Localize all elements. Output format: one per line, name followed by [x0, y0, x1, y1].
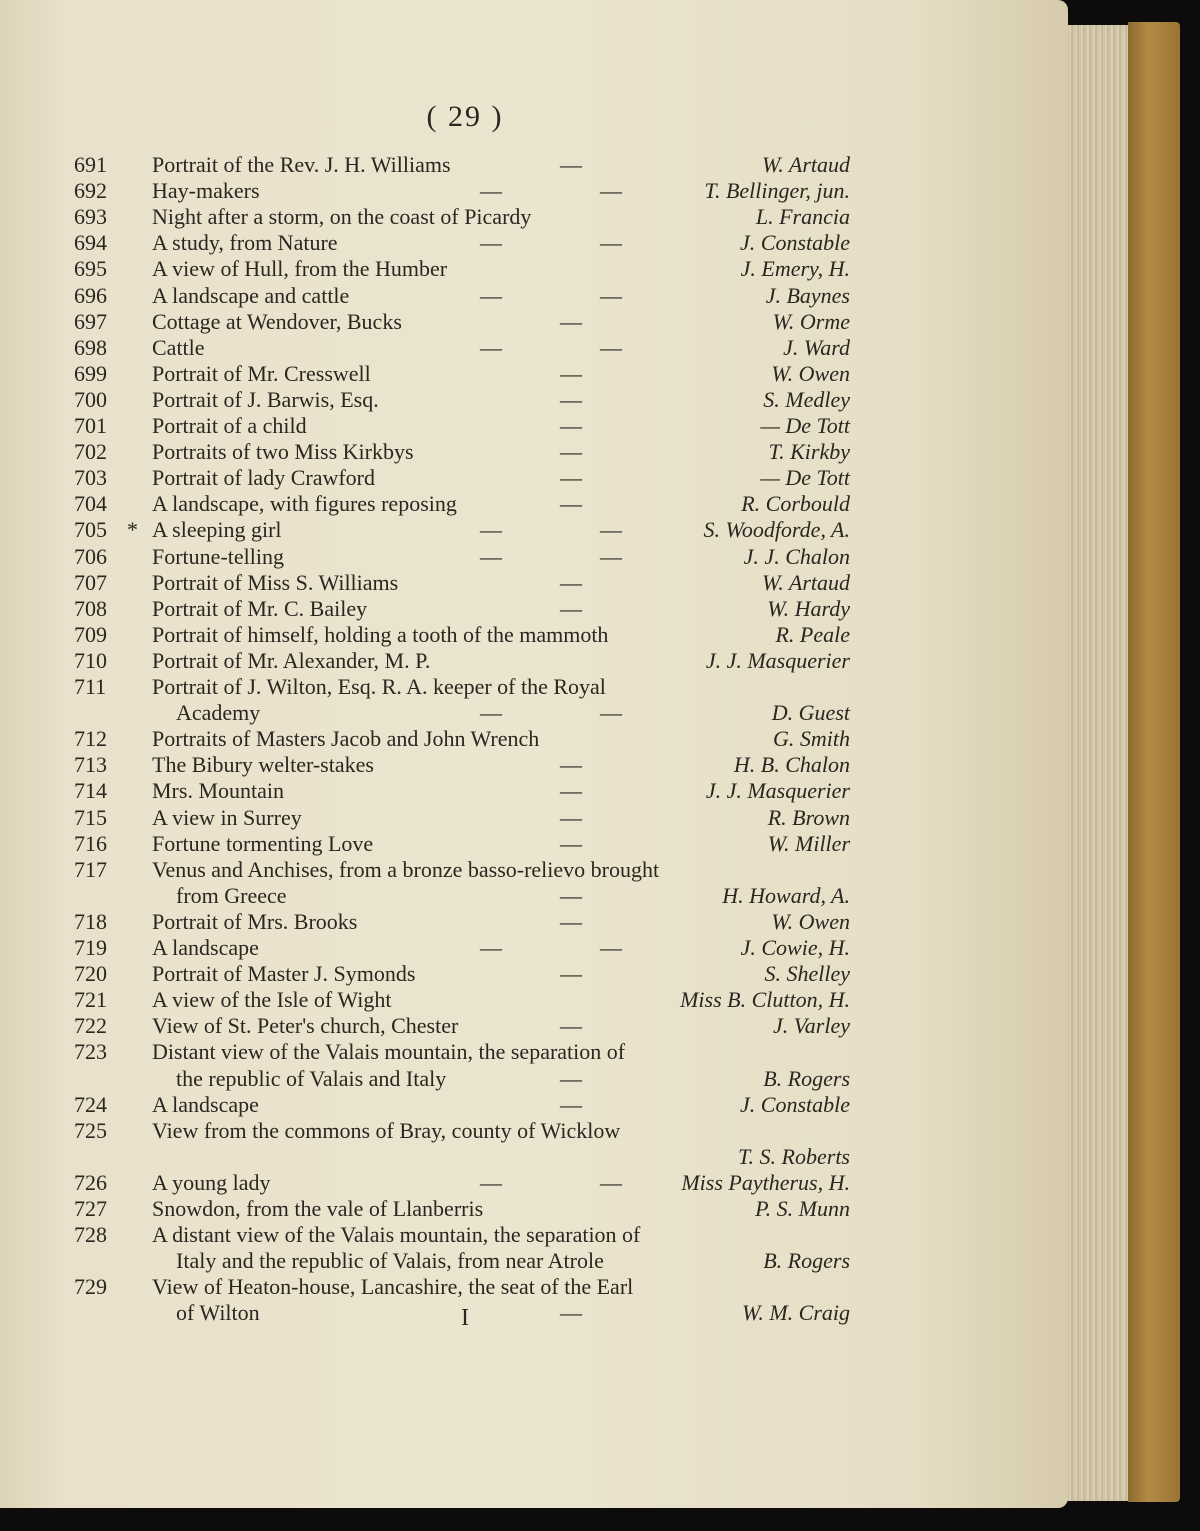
separator-dash: — — [480, 178, 502, 204]
entry-title: Fortune tormenting Love — [152, 830, 374, 856]
catalogue-entry — [0, 204, 1040, 232]
catalogue-entry — [0, 517, 1040, 545]
catalogue-entry — [0, 230, 1040, 258]
entry-artist: R. Peale — [775, 621, 850, 647]
entry-number: 709 — [74, 621, 107, 647]
entry-title: A young lady — [152, 1169, 271, 1195]
entry-number: 703 — [74, 465, 107, 491]
catalogue-entry-continuation — [0, 1300, 1040, 1328]
separator-dash: — — [560, 413, 582, 438]
entry-artist: Miss B. Clutton, H. — [680, 987, 850, 1013]
page-number: ( 29 ) — [426, 100, 504, 133]
entry-title: A view in Surrey — [152, 804, 302, 830]
entry-title: Portrait of Mr. Alexander, M. P. — [152, 647, 431, 673]
entry-title: Portrait of Mr. Cresswell — [152, 360, 371, 386]
entry-artist: W. Owen — [771, 360, 850, 386]
entry-title: Mrs. Mountain — [152, 778, 284, 804]
catalogue-entry — [0, 909, 1040, 937]
entry-title: A landscape and cattle — [152, 282, 350, 308]
catalogue-entry — [0, 596, 1040, 624]
catalogue-entry-continuation — [0, 883, 1040, 911]
entry-number: 700 — [74, 386, 107, 412]
entry-title: A study, from Nature — [152, 230, 338, 256]
entry-artist: J. Cowie, H. — [740, 935, 850, 960]
separator-dash: — — [480, 935, 502, 960]
entry-title: Hay-makers — [152, 178, 260, 204]
entry-artist: R. Corbould — [741, 491, 850, 517]
entry-number: 718 — [74, 908, 107, 934]
entry-title: Portraits of two Miss Kirkbys — [152, 439, 414, 465]
separator-dash: — — [560, 961, 582, 987]
entry-title: The Bibury welter-stakes — [152, 752, 374, 778]
catalogue-entry — [0, 361, 1040, 389]
entry-number: 720 — [74, 961, 107, 987]
entry-title: Portrait of the Rev. J. H. Williams — [152, 152, 451, 177]
separator-dash: — — [600, 517, 622, 543]
separator-dash: — — [560, 152, 582, 177]
catalogue-entry — [0, 439, 1040, 467]
catalogue-entry — [0, 1222, 1040, 1250]
entry-number: 696 — [74, 282, 107, 308]
entry-artist: W. Orme — [772, 308, 850, 334]
separator-dash: — — [600, 178, 622, 204]
catalogue-entry — [0, 1039, 1040, 1067]
entry-number: 719 — [74, 935, 107, 960]
separator-dash: — — [480, 1169, 502, 1195]
catalogue-entry — [0, 805, 1040, 833]
separator-dash: — — [480, 517, 502, 543]
catalogue-entry — [0, 987, 1040, 1015]
entry-title-continued: the republic of Valais and Italy — [176, 1065, 447, 1091]
entry-title: Cottage at Wendover, Bucks — [152, 308, 402, 334]
entry-artist: W. Artaud — [761, 152, 850, 177]
asterisk-mark: * — [127, 517, 138, 543]
entry-number: 699 — [74, 360, 107, 386]
entry-number: 695 — [74, 256, 107, 282]
book-cover — [1128, 22, 1180, 1502]
entry-number: 728 — [74, 1222, 107, 1248]
separator-dash: — — [600, 700, 622, 726]
catalogue-entry — [0, 309, 1040, 337]
entry-artist: W. Hardy — [767, 595, 850, 621]
entry-artist: D. Guest — [771, 700, 850, 726]
separator-dash: — — [560, 386, 582, 412]
entry-number: 704 — [74, 491, 107, 517]
catalogue-entry — [0, 387, 1040, 415]
entry-artist: J. Varley — [773, 1013, 850, 1039]
catalogue-entry — [0, 622, 1040, 650]
entry-title: Portrait of Mr. C. Bailey — [152, 595, 368, 621]
catalogue-entry — [0, 752, 1040, 780]
entry-title: A view of the Isle of Wight — [152, 987, 392, 1013]
entry-artist: J. J. Masquerier — [705, 647, 850, 673]
catalogue-entry-continuation — [0, 1248, 1040, 1276]
separator-dash: — — [480, 543, 502, 569]
entry-artist: T. S. Roberts — [737, 1143, 850, 1169]
entry-number: 724 — [74, 1091, 107, 1117]
separator-dash: — — [560, 1013, 582, 1039]
entry-title: Portrait of a child — [152, 413, 307, 438]
separator-dash: — — [600, 543, 622, 569]
entry-number: 711 — [74, 674, 107, 699]
entry-artist: S. Woodforde, A. — [703, 517, 850, 543]
separator-dash: — — [560, 1091, 582, 1117]
catalogue-entry-continuation — [0, 1066, 1040, 1094]
entry-title: A landscape — [152, 935, 259, 960]
entry-artist: J. J. Chalon — [743, 543, 850, 569]
entry-title: View of St. Peter's church, Chester — [152, 1013, 459, 1039]
catalogue-entry — [0, 1170, 1040, 1198]
entry-number: 698 — [74, 334, 107, 360]
entry-number: 692 — [74, 178, 107, 204]
entry-title: Portrait of J. Barwis, Esq. — [152, 386, 379, 412]
catalogue-entry — [0, 778, 1040, 806]
catalogue-entry — [0, 283, 1040, 311]
entry-number: 693 — [74, 204, 107, 230]
entry-artist: — De Tott — [760, 465, 850, 491]
entry-artist: J. Emery, H. — [740, 256, 850, 282]
separator-dash: — — [600, 334, 622, 360]
entry-number: 727 — [74, 1196, 107, 1221]
separator-dash: — — [560, 752, 582, 778]
separator-dash: — — [600, 230, 622, 256]
separator-dash: — — [560, 882, 582, 908]
entry-artist: J. Constable — [740, 1091, 850, 1117]
separator-dash: — — [560, 908, 582, 934]
entry-title: A distant view of the Valais mountain, the separation of — [152, 1222, 641, 1248]
catalogue-entry — [0, 152, 1040, 180]
entry-artist: P. S. Munn — [755, 1196, 850, 1221]
entry-artist: H. Howard, A. — [722, 882, 850, 908]
entry-artist: W. Artaud — [761, 569, 850, 595]
entry-title: Portrait of lady Crawford — [152, 465, 375, 491]
entry-artist: B. Rogers — [763, 1248, 850, 1274]
entry-number: 691 — [74, 152, 107, 177]
entry-artist: T. Bellinger, jun. — [704, 178, 850, 204]
catalogue-entry — [0, 961, 1040, 989]
entry-number: 725 — [74, 1117, 107, 1143]
entry-number: 726 — [74, 1169, 107, 1195]
entry-number: 722 — [74, 1013, 107, 1039]
catalogue-entry — [0, 178, 1040, 206]
entry-number: 712 — [74, 726, 107, 752]
separator-dash: — — [480, 334, 502, 360]
separator-dash: — — [560, 491, 582, 517]
entry-title: Distant view of the Valais mountain, the separation of — [152, 1039, 626, 1065]
separator-dash: — — [560, 465, 582, 491]
entry-number: 714 — [74, 778, 107, 804]
entry-artist: W. Miller — [767, 830, 850, 856]
entry-number: 708 — [74, 595, 107, 621]
entry-number: 713 — [74, 752, 107, 778]
entry-title: Portrait of Mrs. Brooks — [152, 908, 358, 934]
entry-number: 721 — [74, 987, 107, 1013]
separator-dash: — — [560, 830, 582, 856]
entry-title-continued: of Wilton — [176, 1300, 260, 1326]
catalogue-entry — [0, 831, 1040, 859]
entry-number: 710 — [74, 647, 107, 673]
entry-number: 723 — [74, 1039, 107, 1065]
entry-number: 729 — [74, 1274, 107, 1300]
entry-number: 715 — [74, 804, 107, 830]
entry-title-continued: from Greece — [176, 882, 287, 908]
catalogue-entry — [0, 1196, 1040, 1224]
catalogue-entry — [0, 674, 1040, 702]
separator-dash: — — [560, 308, 582, 334]
entry-artist: T. Kirkby — [768, 439, 850, 465]
entry-artist: J. J. Masquerier — [705, 778, 850, 804]
entry-artist: J. Baynes — [765, 282, 850, 308]
entry-title: Portrait of himself, holding a tooth of the mammoth — [152, 621, 609, 647]
separator-dash: — — [560, 360, 582, 386]
entry-artist: J. Constable — [740, 230, 850, 256]
separator-dash: — — [560, 1300, 582, 1326]
entry-number: 701 — [74, 413, 107, 438]
separator-dash: — — [480, 282, 502, 308]
catalogue-entry — [0, 648, 1040, 676]
separator-dash: — — [560, 569, 582, 595]
entry-title: Fortune-telling — [152, 543, 284, 569]
entry-number: 694 — [74, 230, 107, 256]
catalogue-entry — [0, 857, 1040, 885]
entry-artist: J. Ward — [783, 334, 850, 360]
entry-title: A landscape, with figures reposing — [152, 491, 457, 517]
entry-number: 706 — [74, 543, 107, 569]
entry-title: A landscape — [152, 1091, 259, 1117]
catalogue-entry — [0, 570, 1040, 598]
entry-number: 705 — [74, 517, 107, 543]
entry-title: A view of Hull, from the Humber — [152, 256, 448, 282]
entry-title: Portrait of J. Wilton, Esq. R. A. keeper of the Royal — [152, 674, 606, 699]
catalogue-entry — [0, 1274, 1040, 1302]
entry-artist: S. Medley — [763, 386, 850, 412]
catalogue-entry — [0, 935, 1040, 963]
entry-artist: S. Shelley — [764, 961, 850, 987]
entry-artist: B. Rogers — [763, 1065, 850, 1091]
entry-title: Cattle — [152, 334, 205, 360]
separator-dash: — — [560, 1065, 582, 1091]
signature-mark: I — [461, 1305, 469, 1331]
entry-title-continued: Italy and the republic of Valais, from near Atrole — [176, 1248, 604, 1274]
entry-title-continued: Academy — [176, 700, 261, 726]
entry-artist: — De Tott — [760, 413, 850, 438]
entry-title: A sleeping girl — [152, 517, 282, 543]
separator-dash: — — [560, 778, 582, 804]
catalogue-entry-continuation — [0, 1144, 1040, 1172]
page-block-edge — [1062, 25, 1136, 1501]
catalogue-entry — [0, 491, 1040, 519]
catalogue-entry-continuation — [0, 700, 1040, 728]
entry-title: Venus and Anchises, from a bronze basso-relievo brought — [152, 856, 660, 882]
entry-number: 716 — [74, 830, 107, 856]
entry-number: 697 — [74, 308, 107, 334]
catalogue-entry — [0, 335, 1040, 363]
entry-artist: R. Brown — [767, 804, 850, 830]
entry-title: Portrait of Miss S. Williams — [152, 569, 399, 595]
catalogue-entry — [0, 544, 1040, 572]
separator-dash: — — [600, 1169, 622, 1195]
entry-title: Night after a storm, on the coast of Picardy — [152, 204, 532, 230]
separator-dash: — — [480, 230, 502, 256]
entry-title: View of Heaton-house, Lancashire, the seat of the Earl — [152, 1274, 634, 1300]
entry-artist: W. M. Craig — [742, 1300, 850, 1326]
catalogue-entry — [0, 1118, 1040, 1146]
separator-dash: — — [560, 595, 582, 621]
catalogue-entry — [0, 256, 1040, 284]
catalogue-entry — [0, 1013, 1040, 1041]
catalogue-entry — [0, 1092, 1040, 1120]
catalogue-entry — [0, 726, 1040, 754]
entry-artist: L. Francia — [755, 204, 850, 230]
entry-number: 702 — [74, 439, 107, 465]
entry-artist: G. Smith — [773, 726, 850, 752]
entry-title: Portrait of Master J. Symonds — [152, 961, 416, 987]
entry-title: Portraits of Masters Jacob and John Wrench — [152, 726, 540, 752]
entry-number: 717 — [74, 856, 107, 882]
entry-artist: Miss Paytherus, H. — [681, 1169, 850, 1195]
separator-dash: — — [560, 439, 582, 465]
catalogue-entry — [0, 413, 1040, 441]
catalogue-entry — [0, 465, 1040, 493]
entry-artist: W. Owen — [771, 908, 850, 934]
separator-dash: — — [480, 700, 502, 726]
entry-title: Snowdon, from the vale of Llanberris — [152, 1196, 484, 1221]
entry-title: View from the commons of Bray, county of Wicklow — [152, 1117, 621, 1143]
entry-number: 707 — [74, 569, 107, 595]
separator-dash: — — [600, 935, 622, 960]
separator-dash: — — [600, 282, 622, 308]
entry-artist: H. B. Chalon — [733, 752, 850, 778]
separator-dash: — — [560, 804, 582, 830]
